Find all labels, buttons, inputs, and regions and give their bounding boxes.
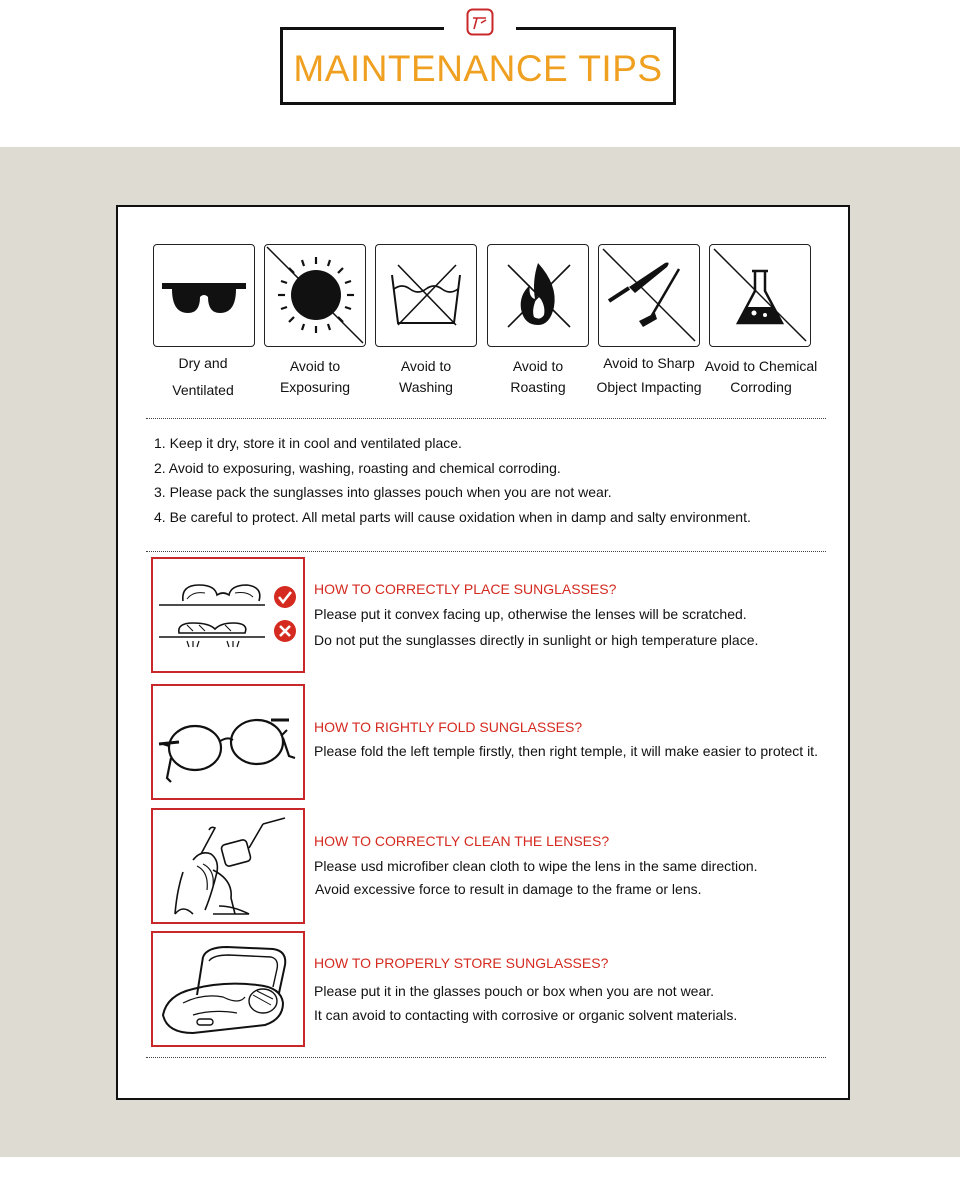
icon-label-exposuring: Avoid to Exposuring [279, 358, 351, 395]
icon-label-chemical: Avoid to Chemical Corroding [704, 358, 818, 395]
header-area [0, 0, 960, 147]
sunglasses-icon [153, 244, 255, 347]
section-text: Please put it convex facing up, otherwise the lenses will be scratched. [314, 606, 747, 622]
section-title: HOW TO RIGHTLY FOLD SUNGLASSES? [314, 719, 583, 735]
divider [146, 1057, 826, 1058]
divider [146, 418, 826, 419]
fold-sunglasses-illustration [151, 684, 305, 800]
section-title: HOW TO PROPERLY STORE SUNGLASSES? [314, 955, 609, 971]
icon-label-dry: Dry and Ventilated [172, 355, 234, 398]
icon-label-sharp: Avoid to Sharp Object Impacting [596, 355, 702, 395]
brand-logo-icon [444, 0, 516, 48]
clean-lenses-illustration [151, 808, 305, 924]
knife-crossed-icon [598, 244, 700, 347]
section-text: Please fold the left temple firstly, then right temple, it will make easier to protect it. [314, 743, 818, 759]
section-text: Do not put the sunglasses directly in sunlight or high temperature place. [314, 632, 759, 648]
tip-item: 1. Keep it dry, store it in cool and ventilated place. [154, 435, 462, 451]
tip-item: 2. Avoid to exposuring, washing, roasting and chemical corroding. [154, 459, 561, 476]
sun-crossed-icon [264, 244, 366, 347]
tip-item: 4. Be careful to protect. All metal parts will cause oxidation when in damp and salty environment. [154, 508, 751, 525]
footer-strip [0, 1157, 960, 1184]
flask-crossed-icon [709, 244, 811, 347]
icon-label-washing: Avoid to Washing [399, 358, 453, 395]
section-text: Avoid excessive force to result in damage to the frame or lens. [315, 881, 702, 897]
section-text: Please put it in the glasses pouch or box when you are not wear. [314, 983, 715, 999]
section-title: HOW TO CORRECTLY CLEAN THE LENSES? [314, 833, 610, 849]
page-title: MAINTENANCE TIPS [293, 48, 663, 89]
icon-label-roasting: Avoid to Roasting [510, 358, 566, 395]
flame-crossed-icon [487, 244, 589, 347]
section-title: HOW TO CORRECTLY PLACE SUNGLASSES? [314, 581, 617, 597]
tip-item: 3. Please pack the sunglasses into glasses pouch when you are not wear. [154, 484, 612, 500]
section-text: It can avoid to contacting with corrosive or organic solvent materials. [314, 1007, 738, 1023]
store-sunglasses-illustration [151, 931, 305, 1047]
washing-crossed-icon [375, 244, 477, 347]
maintenance-card [116, 205, 850, 1100]
divider [146, 551, 826, 552]
place-sunglasses-illustration [151, 557, 305, 673]
section-text: Please usd microfiber clean cloth to wipe the lens in the same direction. [314, 858, 758, 874]
tips-list [154, 436, 751, 534]
